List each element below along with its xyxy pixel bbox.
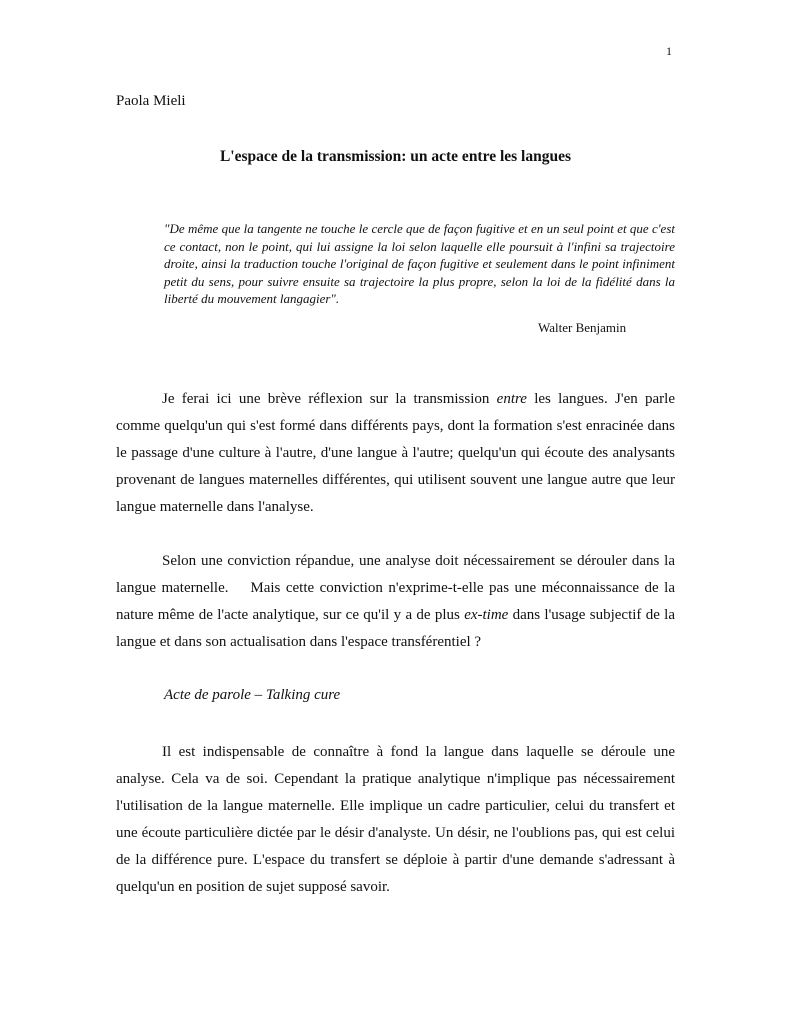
author-name: Paola Mieli xyxy=(116,93,186,109)
paragraph-2 xyxy=(116,521,679,656)
paragraph-2-text-start: Selon une conviction répandue, une analyse doit nécessairement se dérouler dans la langue maternelle. Mais cette conviction n'exprime-t-elle pas une méconnaissance de la nature même de l'acte analytique, sur ce qu'il y a de plus xyxy=(116,553,679,623)
paragraph-1-emphasis: entre xyxy=(496,391,527,407)
paragraph-1 xyxy=(116,386,675,521)
section-heading: Acte de parole – Talking cure xyxy=(164,687,341,703)
paragraph-2-emphasis: ex-time xyxy=(464,607,509,623)
epigraph-attribution: Walter Benjamin xyxy=(538,320,627,335)
paragraph-2-text-end: dans l'usage subjectif de la langue et dans son actualisation dans l'espace transférentiel ? xyxy=(116,607,679,650)
paragraph-3 xyxy=(116,739,675,901)
paragraph-1-text-end: les langues. J'en parle comme quelqu'un qui s'est formé dans différents pays, dont la formation s'est enracinée dans le passage d'une culture à l'autre, d'une langue à l'autre; quelqu'un qui écoute des analysants provenant de langues maternelles différentes, qui utilisent souvent une langue autre que leur langue maternelle dans l'analyse. xyxy=(116,391,676,515)
document-title: L'espace de la transmission: un acte entre les langues xyxy=(219,148,572,165)
epigraph-quote: "De même que la tangente ne touche le cercle que de façon fugitive et en un seul point et que c'est ce contact, non le point, qui lui assigne la loi selon laquelle elle poursuit à l'infini sa trajectoire droite, ainsi la traduction touche l'original de façon fugitive et seulement dans le point infiniment petit du sens, pour suivre ensuite sa trajectoire la plus propre, selon la loi de la fidélité dans la liberté du mouvement langagier". xyxy=(164,221,675,306)
paragraph-3-text: Il est indispensable de connaître à fond la langue dans laquelle se déroule une analyse. Cela va de soi. Cependant la pratique analytique n'implique pas nécessairement l'utilisation de la langue maternelle. Elle implique un cadre particulier, celui du transfert et une écoute particulière dictée par le désir d'analyste. Un désir, ne l'oublions pas, qui est celui de la différence pure. L'espace du transfert se déploie à partir d'une demande s'adressant à quelqu'un en position de sujet supposé savoir. xyxy=(116,744,675,895)
paragraph-1-text-start: Je ferai ici une brève réflexion sur la transmission xyxy=(162,391,497,407)
page-number: 1 xyxy=(666,44,672,58)
